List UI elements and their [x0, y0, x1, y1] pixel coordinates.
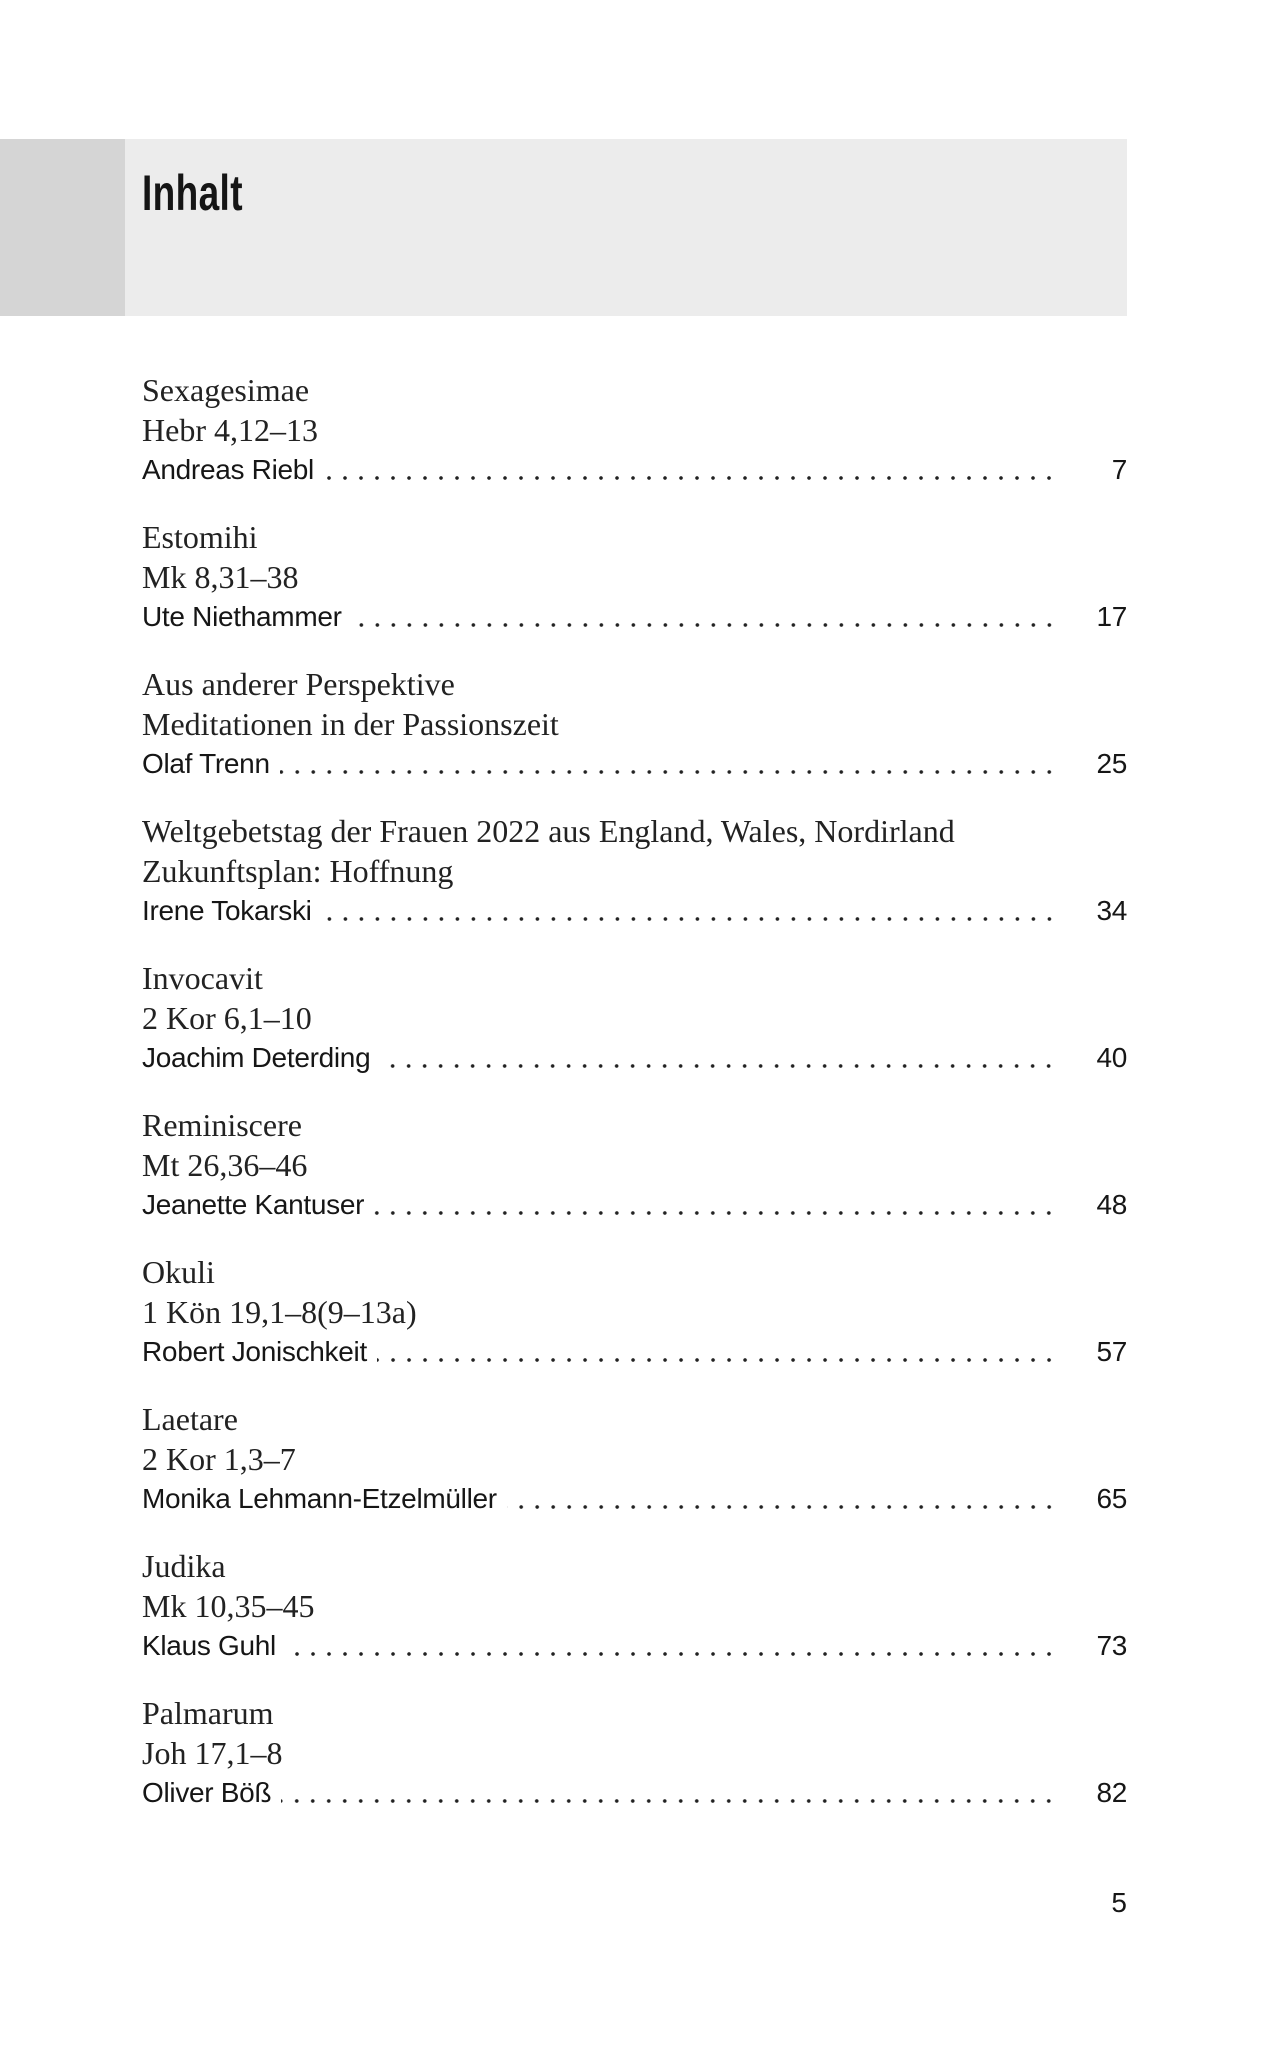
dot-leader	[507, 1479, 1057, 1519]
entry-subtitle: Hebr 4,12–13	[142, 412, 318, 448]
dot-leader	[324, 450, 1057, 490]
entry-author-row	[142, 1479, 1127, 1519]
entry-page-number: 82	[1096, 1777, 1127, 1808]
header-tab-marker	[0, 139, 125, 316]
entry-author: Andreas Riebl	[142, 454, 314, 485]
entry-occasion: Estomihi	[142, 519, 258, 555]
entry-author-row	[142, 891, 1127, 931]
entry-subtitle: Joh 17,1–8	[142, 1735, 283, 1771]
toc-entry	[142, 664, 1127, 784]
entry-page-number: 57	[1096, 1336, 1127, 1367]
entry-author: Ute Niethammer	[142, 601, 342, 632]
toc-entry	[142, 958, 1127, 1078]
entry-author: Robert Jonischkeit	[142, 1336, 367, 1367]
entry-subtitle: Meditationen in der Passionszeit	[142, 706, 559, 742]
entry-occasion: Weltgebetstag der Frauen 2022 aus England, Wales, Nordirland	[142, 813, 955, 849]
entry-author-row	[142, 1185, 1127, 1225]
entry-author: Monika Lehmann-Etzelmüller	[142, 1483, 497, 1514]
entry-occasion: Palmarum	[142, 1695, 274, 1731]
entry-occasion: Aus anderer Perspektive	[142, 666, 455, 702]
entry-author: Irene Tokarski	[142, 895, 312, 926]
entry-occasion: Okuli	[142, 1254, 215, 1290]
entry-author: Jeanette Kantuser	[142, 1189, 365, 1220]
entry-author: Klaus Guhl	[142, 1630, 276, 1661]
toc-entry	[142, 1399, 1127, 1519]
entry-subtitle: 1 Kön 19,1–8(9–13a)	[142, 1294, 417, 1330]
toc-entry	[142, 517, 1127, 637]
entry-page-number: 73	[1096, 1630, 1127, 1661]
dot-leader	[374, 1185, 1057, 1225]
entry-page-number: 65	[1096, 1483, 1127, 1514]
entry-page-number: 25	[1096, 748, 1127, 779]
entry-subtitle: Mk 10,35–45	[142, 1588, 315, 1624]
entry-subtitle: Mt 26,36–46	[142, 1147, 308, 1183]
toc-entry	[142, 370, 1127, 490]
entry-author-row	[142, 1773, 1127, 1813]
entry-page-number: 17	[1096, 601, 1127, 632]
dot-leader	[280, 744, 1057, 784]
entry-author-row	[142, 597, 1127, 637]
toc-entry	[142, 1693, 1127, 1813]
page-number: 5	[1111, 1887, 1127, 1918]
entry-subtitle: Mk 8,31–38	[142, 559, 299, 595]
dot-leader	[352, 597, 1057, 637]
entry-author-row	[142, 450, 1127, 490]
dot-leader	[380, 1038, 1057, 1078]
dot-leader	[281, 1773, 1057, 1813]
toc-entry	[142, 1252, 1127, 1372]
page-title: Inhalt	[142, 165, 243, 221]
entry-occasion: Invocavit	[142, 960, 263, 996]
entry-author: Joachim Deterding	[142, 1042, 371, 1073]
entry-subtitle: 2 Kor 1,3–7	[142, 1441, 296, 1477]
entry-author-row	[142, 1626, 1127, 1666]
entry-page-number: 7	[1111, 454, 1127, 485]
entry-subtitle: 2 Kor 6,1–10	[142, 1000, 312, 1036]
entry-occasion: Laetare	[142, 1401, 238, 1437]
entry-page-number: 40	[1096, 1042, 1127, 1073]
entry-author-row	[142, 1332, 1127, 1372]
dot-leader	[322, 891, 1057, 931]
entry-subtitle: Zukunftsplan: Hoffnung	[142, 853, 454, 889]
table-of-contents	[142, 370, 1127, 1840]
entry-page-number: 34	[1096, 895, 1127, 926]
entry-author-row	[142, 744, 1127, 784]
entry-occasion: Sexagesimae	[142, 372, 310, 408]
dot-leader	[286, 1626, 1057, 1666]
toc-entry	[142, 811, 1127, 931]
entry-author: Oliver Böß	[142, 1777, 272, 1808]
entry-occasion: Reminiscere	[142, 1107, 302, 1143]
entry-occasion: Judika	[142, 1548, 226, 1584]
toc-entry	[142, 1546, 1127, 1666]
toc-entry	[142, 1105, 1127, 1225]
dot-leader	[377, 1332, 1057, 1372]
entry-author: Olaf Trenn	[142, 748, 270, 779]
entry-author-row	[142, 1038, 1127, 1078]
entry-page-number: 48	[1096, 1189, 1127, 1220]
